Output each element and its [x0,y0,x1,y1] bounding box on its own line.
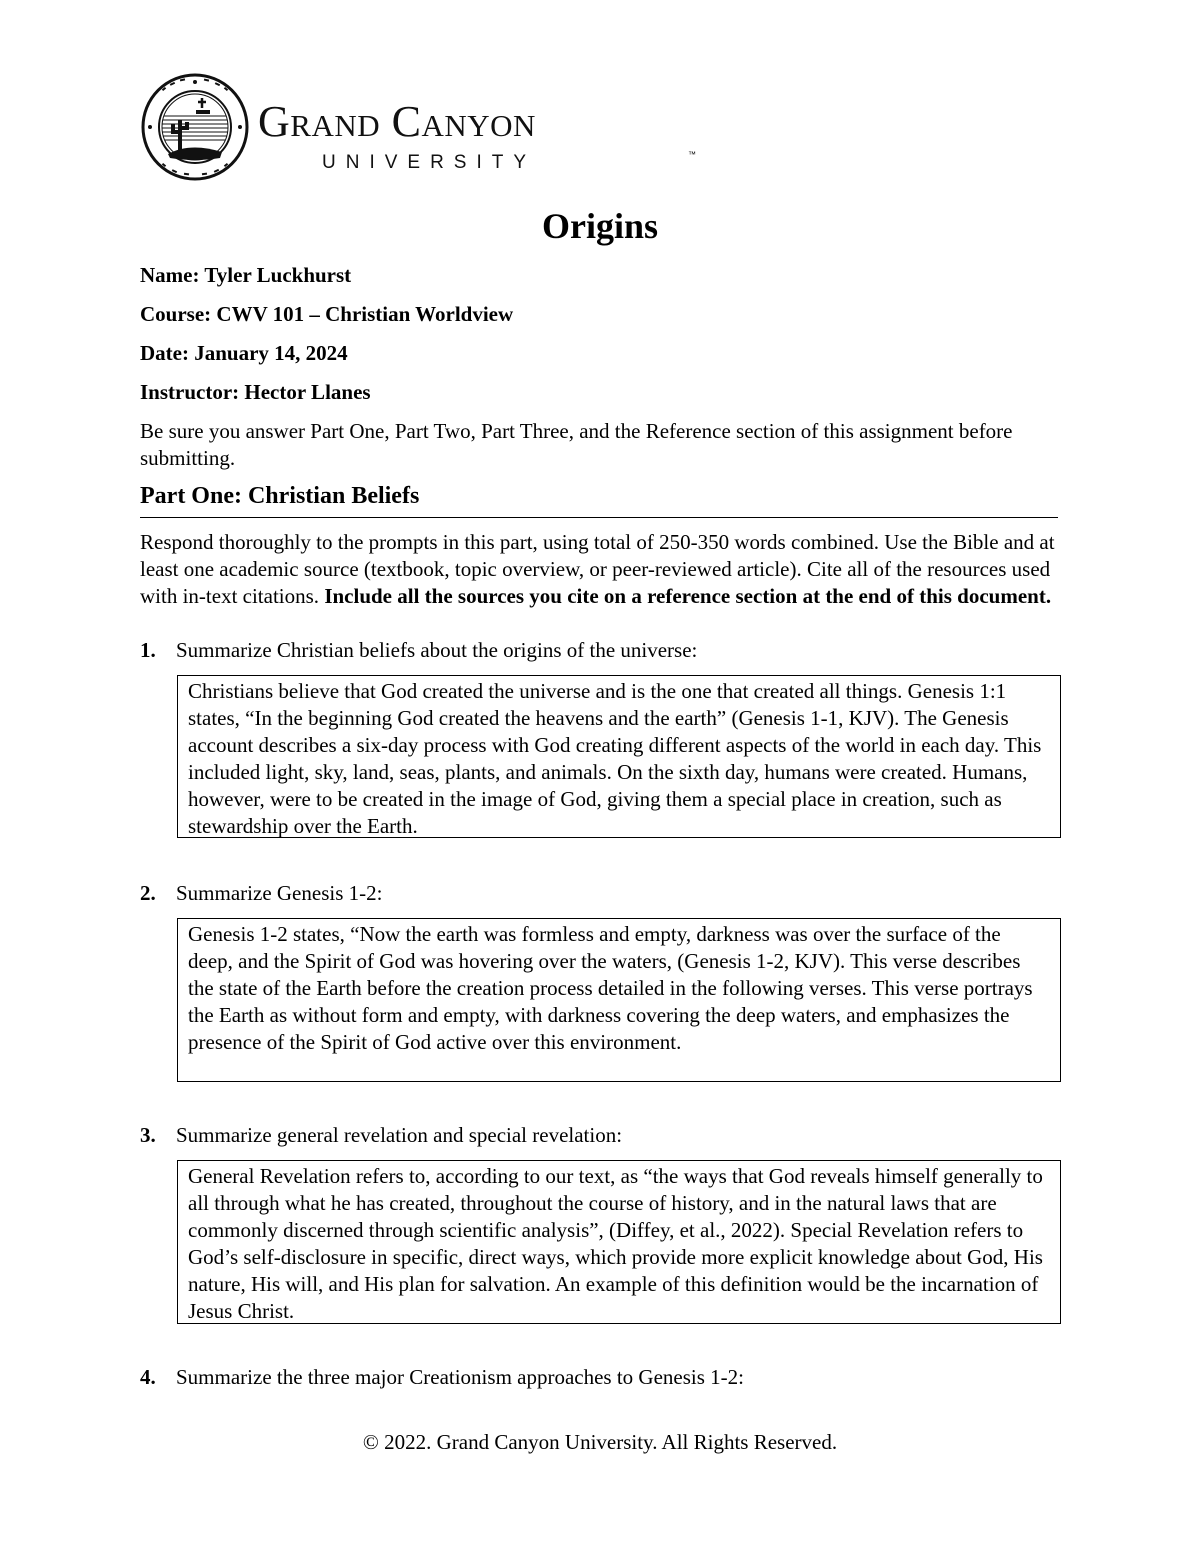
university-logo [140,72,696,182]
part-one-heading: Part One: Christian Beliefs [140,483,1058,518]
student-name: Name: Tyler Luckhurst [140,263,352,287]
part-one-instructions [140,529,1060,610]
university-seal-icon [140,72,250,182]
question-prompt: Summarize general revelation and special revelation: [176,1123,623,1147]
trademark-mark: ™ [688,150,696,159]
question-1 [140,638,697,663]
question-prompt: Summarize Genesis 1-2: [176,881,383,905]
course-line: Course: CWV 101 – Christian Worldview [140,302,514,326]
brand-subtitle: UNIVERSITY [322,152,537,173]
question-prompt: Summarize Christian beliefs about the origins of the universe: [176,638,698,662]
question-number: 3. [140,1123,156,1147]
question-number: 1. [140,638,156,662]
date-line: Date: January 14, 2024 [140,341,348,365]
document-title: Origins [541,206,658,246]
question-prompt: Summarize the three major Creationism approaches to Genesis 1-2: [176,1365,744,1389]
brand-name: Grand Canyon [258,97,536,146]
instructions-bold-text: Include all the sources you cite on a reference section at the end of this document. [324,584,1052,608]
question-3 [140,1123,622,1148]
instructor-line: Instructor: Hector Llanes [140,380,371,404]
copyright-footer: © 2022. Grand Canyon University. All Rights Reserved. [362,1430,838,1454]
answer-box-2: Genesis 1-2 states, “Now the earth was formless and empty, darkness was over the surface of the deep, and the Spirit of God was hovering over the waters, (Genesis 1-2, KJV). This verse describes the state of the Earth before the creation process detailed in the following verses. This verse portrays the Earth as without form and empty, with darkness covering the deep waters, and emphasizes the presence of the Spirit of God active over this environment. [177,918,1061,1082]
question-2 [140,881,382,906]
question-number: 4. [140,1365,156,1389]
question-number: 2. [140,881,156,905]
answer-box-3: General Revelation refers to, according to our text, as “the ways that God reveals himself generally to all through what he has created, throughout the course of history, and in the natural laws that are commonly discerned through scientific analysis”, (Diffey, et al., 2022). Special Revelation refers to God’s self-disclosure in specific, direct ways, which provide more explicit knowledge about God, His nature, His will, and His plan for salvation. An example of this definition would be the incarnation of Jesus Christ. [177,1160,1061,1324]
instructions-text: Respond thoroughly to the prompts in this part, using total of 250-350 words combined. Use the Bible and at least one academic source (textbook, topic overview, or peer-reviewed article). Cite all of the resources used with in-text citations. [140,530,1055,608]
question-4 [140,1365,744,1390]
intro-text: Be sure you answer Part One, Part Two, Part Three, and the Reference section of this assignment before submitting. [140,419,1013,470]
answer-box-1: Christians believe that God created the universe and is the one that created all things. Genesis 1:1 states, “In the beginning God created the heavens and the earth” (Genesis 1-1, KJV). The Genesis account describes a six-day process with God creating different aspects of the world in each day. This included light, sky, land, seas, plants, and animals. On the sixth day, humans were created. Humans, however, were to be created in the image of God, giving them a special place in creation, such as stewardship over the Earth. [177,675,1061,838]
